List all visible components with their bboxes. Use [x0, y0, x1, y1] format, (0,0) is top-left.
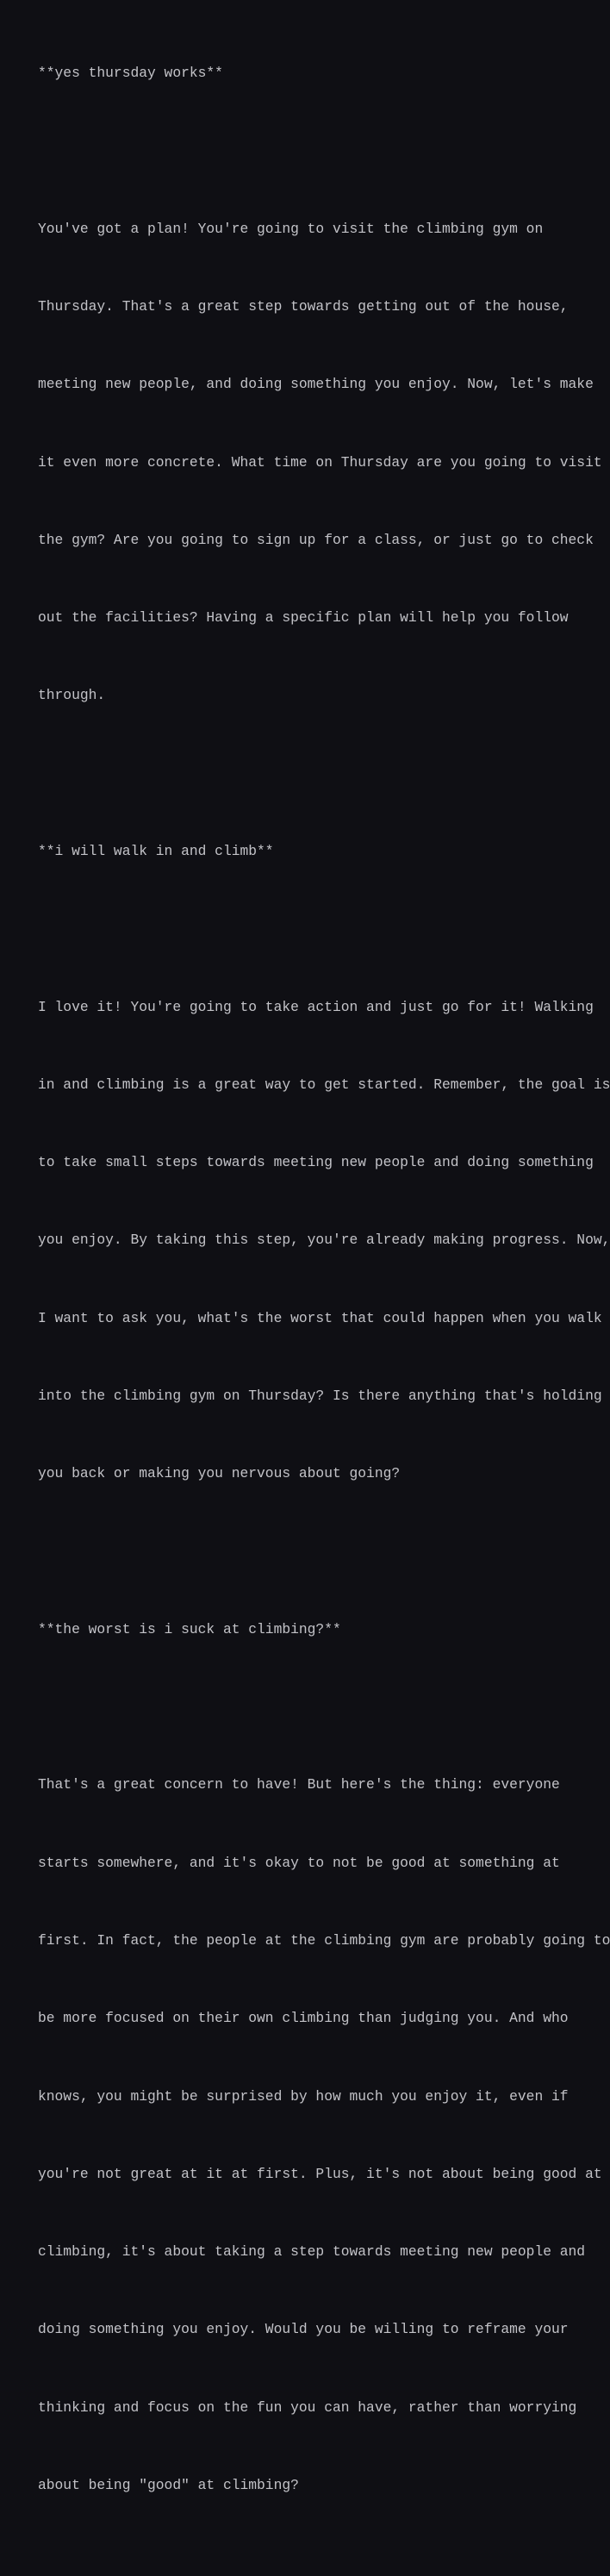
message-line: out the facilities? Having a specific plan will help you follow: [38, 609, 569, 627]
message-line: you back or making you nervous about going?: [38, 1465, 401, 1482]
message-line: about being "good" at climbing?: [38, 2476, 299, 2493]
message-line: doing something you enjoy. Would you be willing to reframe your: [38, 2321, 569, 2338]
message-line: it even more concrete. What time on Thursday are you going to visit: [38, 453, 602, 471]
message-line: **yes thursday works**: [38, 65, 223, 82]
message-line: into the climbing gym on Thursday? Is there anything that's holding: [38, 1387, 602, 1404]
message-line: through.: [38, 687, 106, 704]
message-line: starts somewhere, and it's okay to not be good at something at: [38, 1854, 560, 1871]
message-line: you're not great at it at first. Plus, it's not about being good at: [38, 2165, 602, 2182]
message-line: meeting new people, and doing something you enjoy. Now, let's make: [38, 376, 594, 393]
message-line: in and climbing is a great way to get started. Remember, the goal is: [38, 1076, 610, 1093]
assistant-message: [38, 1720, 610, 2550]
user-message: [38, 1565, 589, 1694]
message-line: You've got a plan! You're going to visit the climbing gym on: [38, 220, 544, 237]
user-message: [38, 787, 589, 916]
message-line: **the worst is i suck at climbing?**: [38, 1620, 341, 1637]
message-line: to take small steps towards meeting new people and doing something: [38, 1154, 594, 1171]
message-line: That's a great concern to have! But here's the thing: everyone: [38, 1776, 560, 1793]
message-line: be more focused on their own climbing than judging you. And who: [38, 2010, 569, 2027]
assistant-message: [38, 165, 602, 761]
message-line: knows, you might be surprised by how much you enjoy it, even if: [38, 2087, 569, 2105]
user-message: [38, 9, 589, 138]
message-line: **i will walk in and climb**: [38, 843, 274, 859]
message-line: the gym? Are you going to sign up for a class, or just go to check: [38, 531, 594, 548]
message-line: thinking and focus on the fun you can have, rather than worrying: [38, 2398, 577, 2416]
conversation-transcript: [38, 9, 610, 2576]
assistant-message: [38, 942, 610, 1538]
message-line: climbing, it's about taking a step towards meeting new people and: [38, 2243, 586, 2261]
message-line: Thursday. That's a great step towards getting out of the house,: [38, 298, 569, 315]
message-line: first. In fact, the people at the climbing gym are probably going to: [38, 1931, 610, 1949]
message-line: you enjoy. By taking this step, you're already making progress. Now,: [38, 1232, 610, 1249]
message-line: I love it! You're going to take action and just go for it! Walking: [38, 998, 594, 1015]
message-line: I want to ask you, what's the worst that could happen when you walk: [38, 1309, 602, 1326]
